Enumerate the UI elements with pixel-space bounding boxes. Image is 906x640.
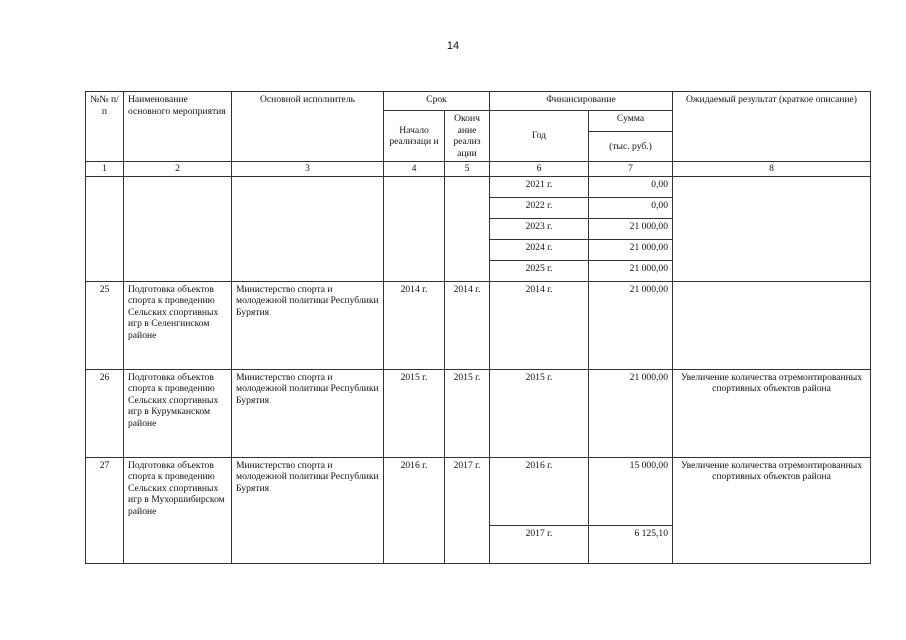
row-executor: Министерство спорта и молодежной политики Республики Бурятия xyxy=(232,369,384,457)
col-number-4: 4 xyxy=(384,162,445,177)
row-start: 2014 г. xyxy=(384,281,445,369)
row-sum: 15 000,00 xyxy=(589,457,673,525)
header-end: Оконч ание реализ ации xyxy=(445,111,490,162)
row-result: Увеличение количества отремонтированных спортивных объектов района xyxy=(673,457,871,563)
header-sum: Сумма xyxy=(589,111,673,132)
col-number-7: 7 xyxy=(589,162,673,177)
col-number-5: 5 xyxy=(445,162,490,177)
cont-sum: 0,00 xyxy=(589,176,673,197)
header-result: Ожидаемый результат (краткое описание) xyxy=(673,92,871,162)
header-year: Год xyxy=(490,111,589,162)
header-num: №№ п/п xyxy=(86,92,124,162)
header-start: Начало реализаци и xyxy=(384,111,445,162)
row-year-2: 2017 г. xyxy=(490,525,589,563)
cont-year: 2022 г. xyxy=(490,197,589,218)
cont-year: 2025 г. xyxy=(490,260,589,281)
header-name: Наименование основного мероприятия xyxy=(124,92,232,162)
row-end: 2014 г. xyxy=(445,281,490,369)
row-year: 2015 г. xyxy=(490,369,589,457)
cont-sum: 21 000,00 xyxy=(589,218,673,239)
cont-sum: 21 000,00 xyxy=(589,260,673,281)
row-num: 26 xyxy=(86,369,124,457)
row-sum: 21 000,00 xyxy=(589,281,673,369)
cont-num-cell xyxy=(86,176,124,281)
cont-name-cell xyxy=(124,176,232,281)
col-number-8: 8 xyxy=(673,162,871,177)
row-sum-2: 6 125,10 xyxy=(589,525,673,563)
row-num: 27 xyxy=(86,457,124,563)
header-row-1 xyxy=(86,92,871,111)
continued-row xyxy=(86,176,871,197)
row-executor: Министерство спорта и молодежной политики Республики Бурятия xyxy=(232,281,384,369)
header-term: Срок xyxy=(384,92,490,111)
cont-executor-cell xyxy=(232,176,384,281)
row-start: 2015 г. xyxy=(384,369,445,457)
cont-end-cell xyxy=(445,176,490,281)
row-end: 2015 г. xyxy=(445,369,490,457)
col-number-6: 6 xyxy=(490,162,589,177)
table-row xyxy=(86,457,871,525)
row-name: Подготовка объектов спорта к проведению Сельских спортивных игр в Мухоршибирском районе xyxy=(124,457,232,563)
col-number-2: 2 xyxy=(124,162,232,177)
cont-year: 2021 г. xyxy=(490,176,589,197)
row-num: 25 xyxy=(86,281,124,369)
table-row xyxy=(86,369,871,457)
header-financing: Финансирование xyxy=(490,92,673,111)
row-result xyxy=(673,281,871,369)
cont-year: 2023 г. xyxy=(490,218,589,239)
row-sum: 21 000,00 xyxy=(589,369,673,457)
header-executor: Основной исполнитель xyxy=(232,92,384,162)
row-name: Подготовка объектов спорта к проведению Сельских спортивных игр в Селенгинском районе xyxy=(124,281,232,369)
column-numbers-row xyxy=(86,162,871,177)
row-result: Увеличение количества отремонтированных спортивных объектов района xyxy=(673,369,871,457)
row-executor: Министерство спорта и молодежной политики Республики Бурятия xyxy=(232,457,384,563)
header-sum-unit: (тыс. руб.) xyxy=(589,132,673,162)
cont-year: 2024 г. xyxy=(490,239,589,260)
row-year: 2016 г. xyxy=(490,457,589,525)
page-number: 14 xyxy=(446,40,460,52)
col-number-3: 3 xyxy=(232,162,384,177)
row-start: 2016 г. xyxy=(384,457,445,563)
cont-start-cell xyxy=(384,176,445,281)
col-number-1: 1 xyxy=(86,162,124,177)
cont-result-cell xyxy=(673,176,871,281)
table-row xyxy=(86,281,871,369)
row-name: Подготовка объектов спорта к проведению Сельских спортивных игр в Курумканском районе xyxy=(124,369,232,457)
row-year: 2014 г. xyxy=(490,281,589,369)
cont-sum: 0,00 xyxy=(589,197,673,218)
row-end: 2017 г. xyxy=(445,457,490,563)
cont-sum: 21 000,00 xyxy=(589,239,673,260)
program-table xyxy=(85,91,871,564)
